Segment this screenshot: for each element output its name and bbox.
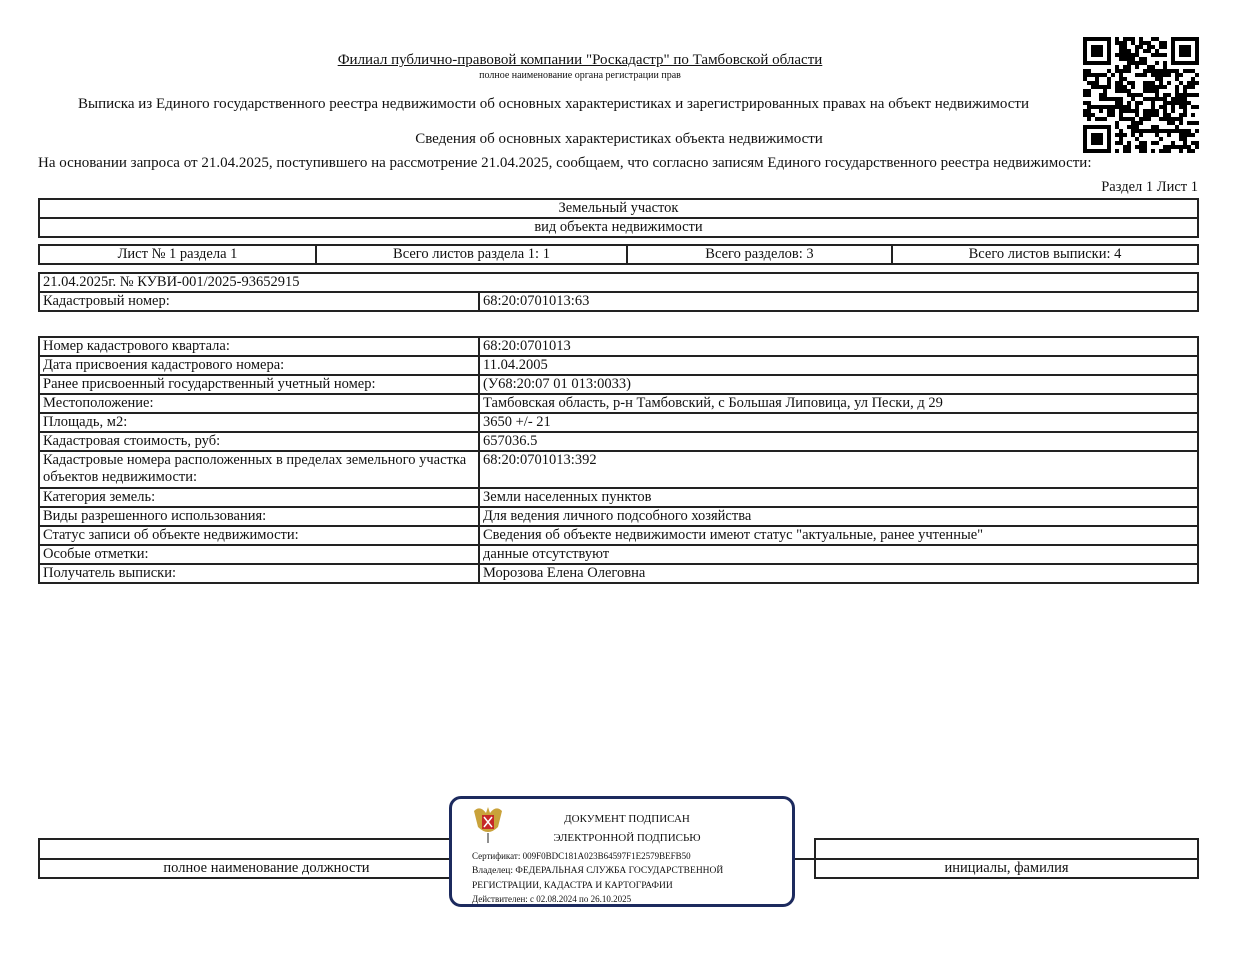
org-caption: полное наименование органа регистрации прав — [479, 70, 681, 81]
table-row — [39, 545, 1198, 564]
characteristics-table — [38, 336, 1199, 584]
total-sections: Всего разделов: 3 — [627, 245, 892, 264]
row-value: (У68:20:07 01 013:0033) — [479, 375, 1198, 394]
stamp-line1: ДОКУМЕНТ ПОДПИСАН — [564, 813, 690, 825]
stamp-validity: Действителен: с 02.08.2024 по 26.10.2025 — [472, 894, 632, 904]
cadastral-number-value: 68:20:0701013:63 — [479, 292, 1198, 311]
row-label: Виды разрешенного использования: — [39, 507, 479, 526]
coat-of-arms-icon — [472, 803, 504, 843]
section-label: Раздел 1 Лист 1 — [1101, 179, 1198, 195]
cadastral-number-label: Кадастровый номер: — [39, 292, 479, 311]
sheet-number: Лист № 1 раздела 1 — [39, 245, 316, 264]
org-name: Филиал публично-правовой компании "Роскадастр" по Тамбовской области — [337, 52, 823, 68]
row-value: Морозова Елена Олеговна — [479, 564, 1198, 583]
row-value: 68:20:0701013 — [479, 337, 1198, 356]
row-value: 3650 +/- 21 — [479, 413, 1198, 432]
table-row — [39, 413, 1198, 432]
row-label: Статус записи об объекте недвижимости: — [39, 526, 479, 545]
table-row — [39, 337, 1198, 356]
document-number: 21.04.2025г. № КУВИ-001/2025-93652915 — [39, 273, 1198, 292]
row-label: Категория земель: — [39, 488, 479, 507]
row-label: Номер кадастрового квартала: — [39, 337, 479, 356]
row-label: Получатель выписки: — [39, 564, 479, 583]
document-title: Выписка из Единого государственного реестра недвижимости об основных характеристиках и зарегистрированных правах на объект недвижимости — [78, 96, 1030, 112]
stamp-certificate: Сертификат: 009F0BDC181A023B64597F1E2579BEFB50 — [472, 851, 691, 861]
stamp-owner-cont: РЕГИСТРАЦИИ, КАДАСТРА И КАРТОГРАФИИ — [472, 881, 673, 891]
table-row — [39, 394, 1198, 413]
row-value: Земли населенных пунктов — [479, 488, 1198, 507]
position-caption: полное наименование должности — [39, 859, 494, 878]
table-row — [39, 564, 1198, 583]
table-row — [39, 432, 1198, 451]
row-value: Сведения об объекте недвижимости имеют статус "актуальные, ранее учтенные" — [479, 526, 1198, 545]
row-value: 11.04.2005 — [479, 356, 1198, 375]
row-label: Дата присвоения кадастрового номера: — [39, 356, 479, 375]
qr-code — [1083, 37, 1199, 153]
object-type-caption: вид объекта недвижимости — [39, 218, 1198, 237]
table-row — [39, 451, 1198, 488]
row-label: Площадь, м2: — [39, 413, 479, 432]
object-type-table — [38, 198, 1199, 238]
table-row — [39, 526, 1198, 545]
sheets-in-section: Всего листов раздела 1: 1 — [316, 245, 627, 264]
electronic-signature-stamp — [449, 796, 795, 907]
sheets-table — [38, 244, 1199, 265]
name-caption: инициалы, фамилия — [815, 859, 1198, 878]
total-sheets: Всего листов выписки: 4 — [892, 245, 1198, 264]
stamp-owner: Владелец: ФЕДЕРАЛЬНАЯ СЛУЖБА ГОСУДАРСТВЕННОЙ — [472, 866, 724, 876]
table-row — [39, 356, 1198, 375]
row-value: данные отсутствуют — [479, 545, 1198, 564]
request-text: На основании запроса от 21.04.2025, поступившего на рассмотрение 21.04.2025, сообщаем, что согласно записям Единого государственного реестра недвижимости: — [38, 155, 1092, 171]
row-label: Особые отметки: — [39, 545, 479, 564]
row-label: Кадастровая стоимость, руб: — [39, 432, 479, 451]
document-subtitle: Сведения об основных характеристиках объекта недвижимости — [415, 131, 823, 147]
stamp-line2: ЭЛЕКТРОННОЙ ПОДПИСЬЮ — [553, 832, 701, 844]
row-value: Тамбовская область, р-н Тамбовский, с Большая Липовица, ул Пески, д 29 — [479, 394, 1198, 413]
row-label: Ранее присвоенный государственный учетный номер: — [39, 375, 479, 394]
table-row — [39, 375, 1198, 394]
row-value: 657036.5 — [479, 432, 1198, 451]
table-row — [39, 488, 1198, 507]
row-value: Для ведения личного подсобного хозяйства — [479, 507, 1198, 526]
table-row — [39, 507, 1198, 526]
row-value: 68:20:0701013:392 — [479, 451, 1198, 488]
doc-number-table — [38, 272, 1199, 312]
row-label: Местоположение: — [39, 394, 479, 413]
object-type: Земельный участок — [39, 199, 1198, 218]
row-label: Кадастровые номера расположенных в пределах земельного участка объектов недвижимости: — [39, 451, 479, 488]
